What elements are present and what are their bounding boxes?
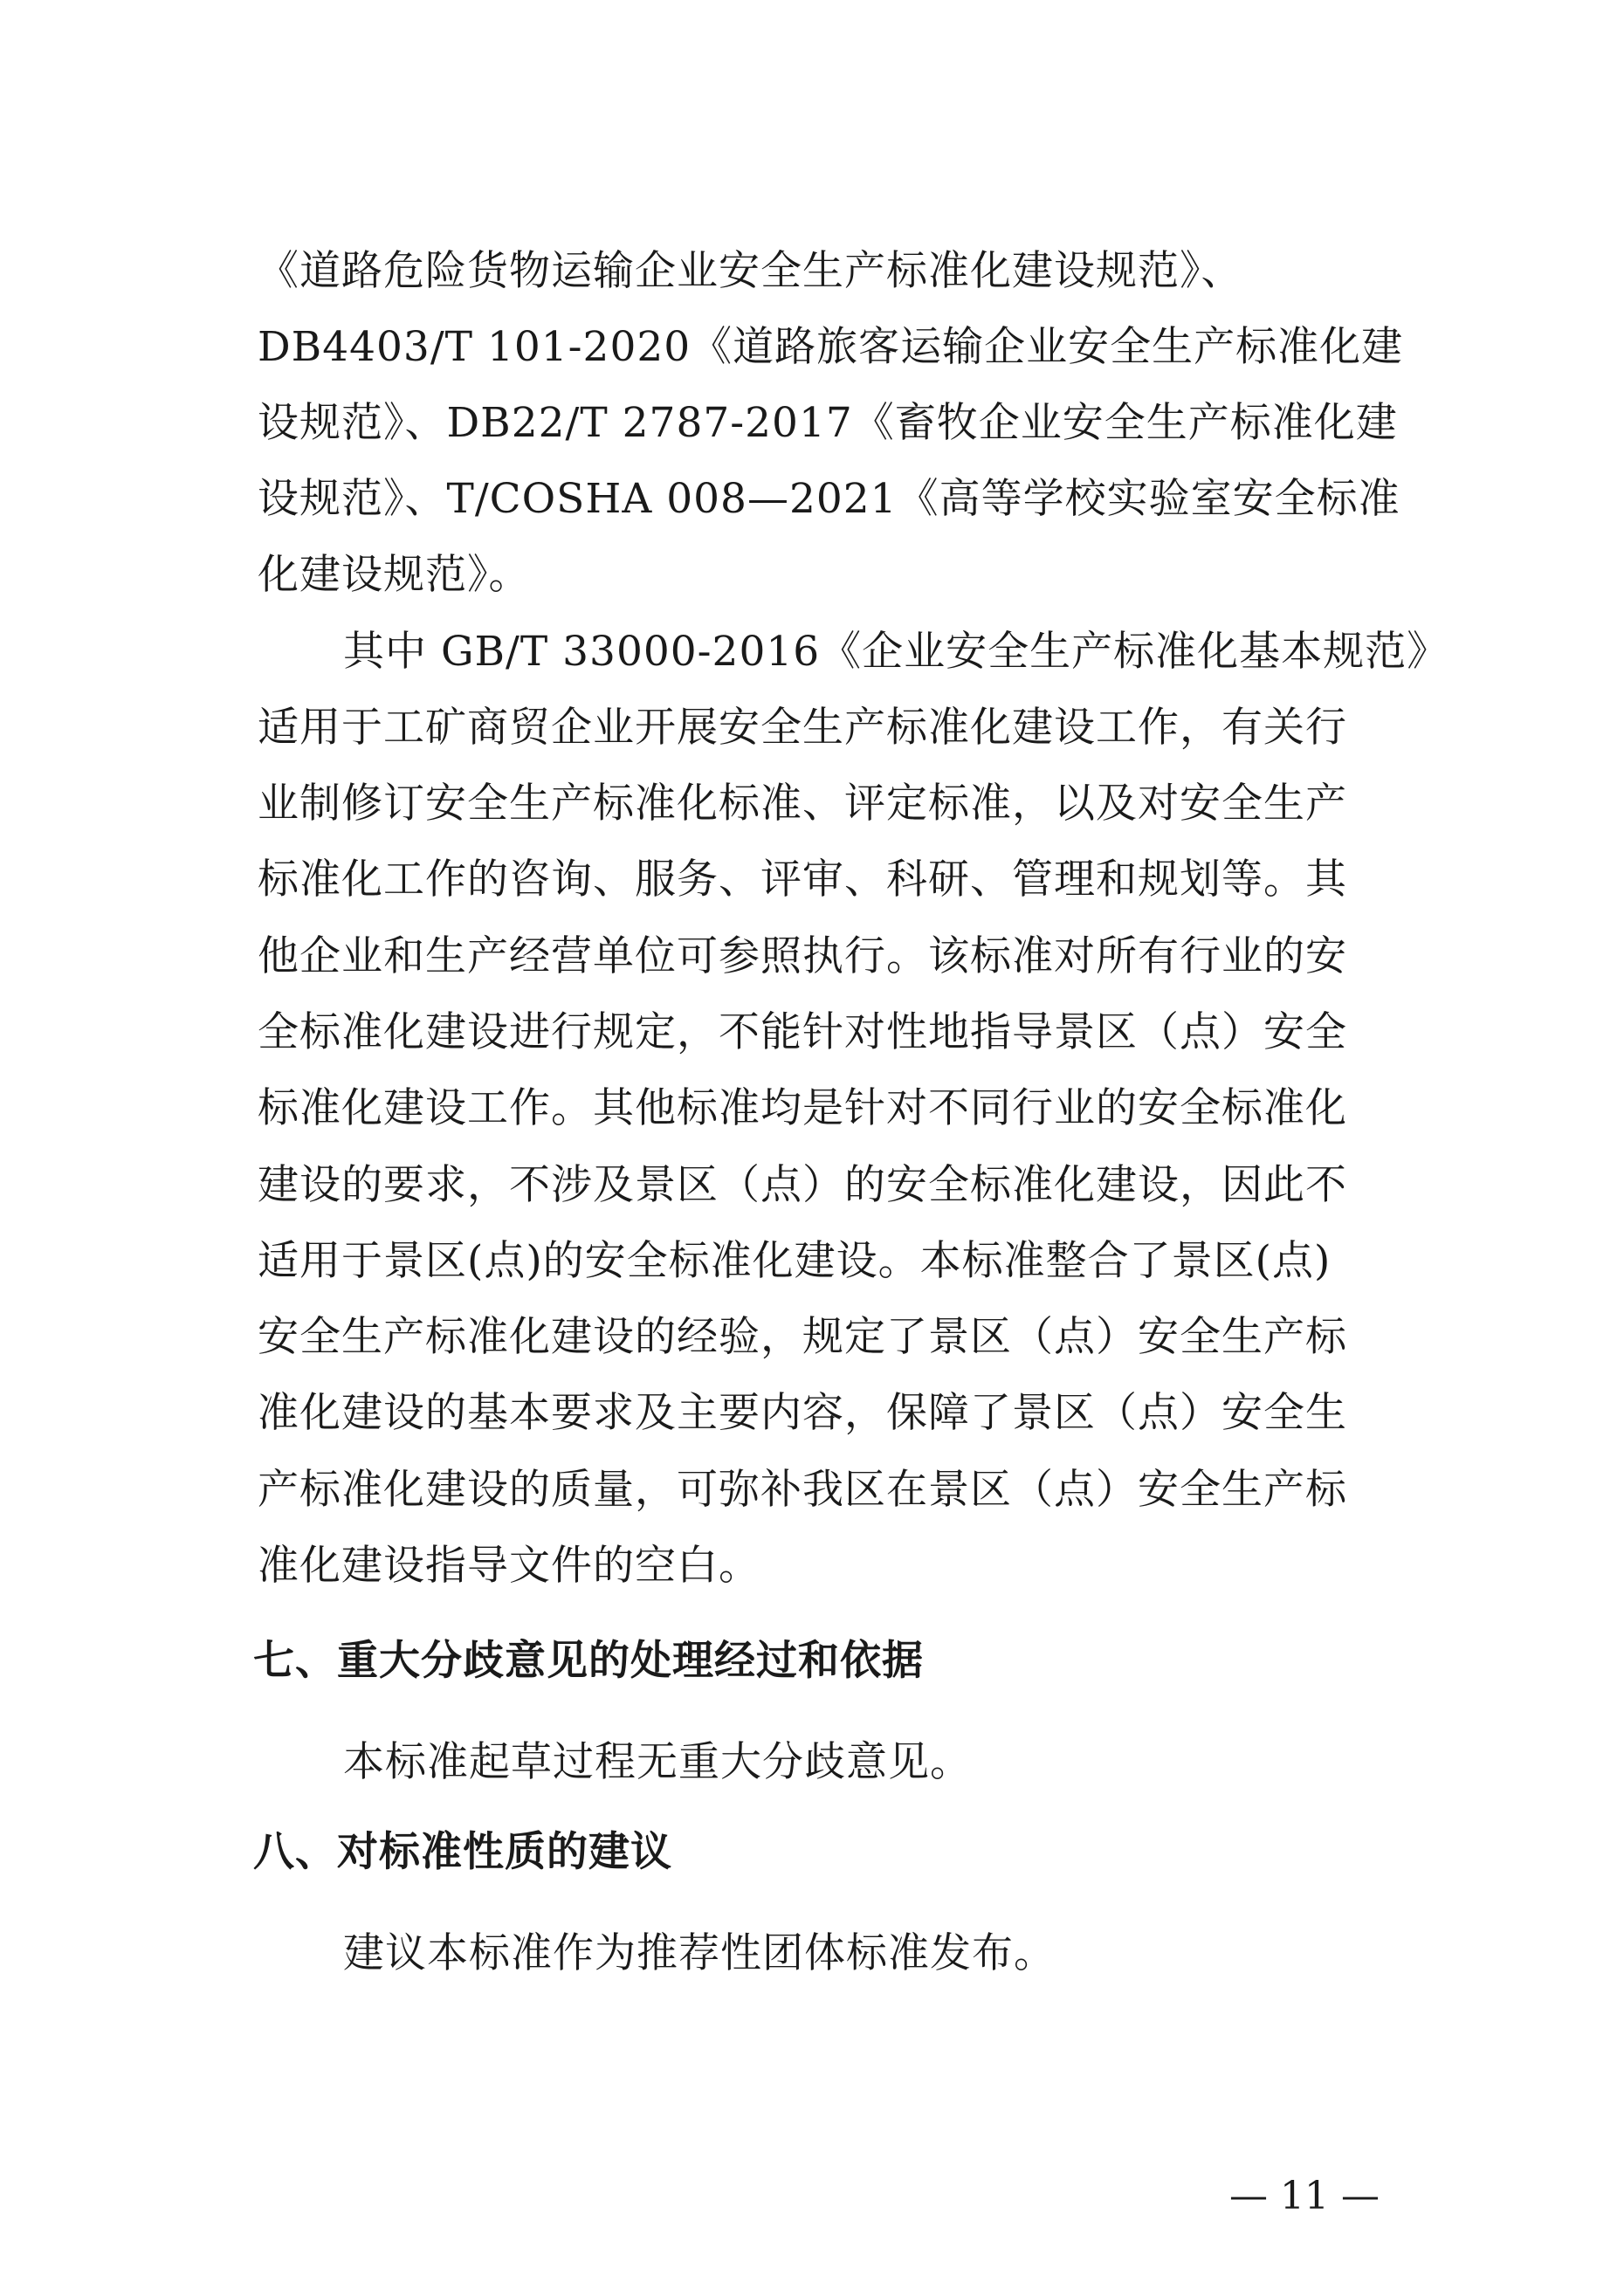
text-line: 产标准化建设的质量，可弥补我区在景区（点）安全生产标 (258, 1466, 1347, 1514)
text-line: 全标准化建设进行规定，不能针对性地指导景区（点）安全 (258, 1008, 1347, 1056)
section-heading: 七、重大分歧意见的处理经过和依据 (253, 1637, 924, 1685)
page-number: — 11 — (1229, 2174, 1380, 2218)
text-line: 设规范》、T/COSHA 008—2021《高等学校实验室安全标准 (258, 475, 1400, 523)
text-line: 《道路危险货物运输企业安全生产标准化建设规范》、 (258, 247, 1243, 295)
text-line: 他企业和生产经营单位可参照执行。该标准对所有行业的安 (258, 932, 1347, 980)
text-line: 准化建设指导文件的空白。 (258, 1542, 760, 1590)
section-body: 本标准起草过程无重大分歧意见。 (343, 1738, 972, 1786)
section-body: 建议本标准作为推荐性团体标准发布。 (343, 1929, 1056, 1977)
text-line: 适用于工矿商贸企业开展安全生产标准化建设工作，有关行 (258, 704, 1347, 752)
text-line: 化建设规范》。 (258, 551, 531, 599)
text-line: 准化建设的基本要求及主要内容，保障了景区（点）安全生 (258, 1389, 1347, 1437)
text-line: 安全生产标准化建设的经验，规定了景区（点）安全生产标 (258, 1313, 1347, 1361)
text-line: 标准化工作的咨询、服务、评审、科研、管理和规划等。其 (258, 856, 1347, 904)
text-line: DB4403/T 101-2020《道路旅客运输企业安全生产标准化建 (258, 323, 1404, 371)
text-line: 建设的要求，不涉及景区（点）的安全标准化建设，因此不 (258, 1161, 1347, 1209)
text-line: 其中 GB/T 33000-2016《企业安全生产标准化基本规范》 (343, 628, 1449, 676)
text-line: 适用于景区(点)的安全标准化建设。本标准整合了景区(点) (258, 1237, 1332, 1285)
text-line: 设规范》、DB22/T 2787-2017《畜牧企业安全生产标准化建 (258, 399, 1398, 447)
section-heading: 八、对标准性质的建议 (253, 1828, 672, 1876)
text-line: 标准化建设工作。其他标准均是针对不同行业的安全标准化 (258, 1084, 1347, 1132)
text-line: 业制修订安全生产标准化标准、评定标准，以及对安全生产 (258, 780, 1347, 828)
